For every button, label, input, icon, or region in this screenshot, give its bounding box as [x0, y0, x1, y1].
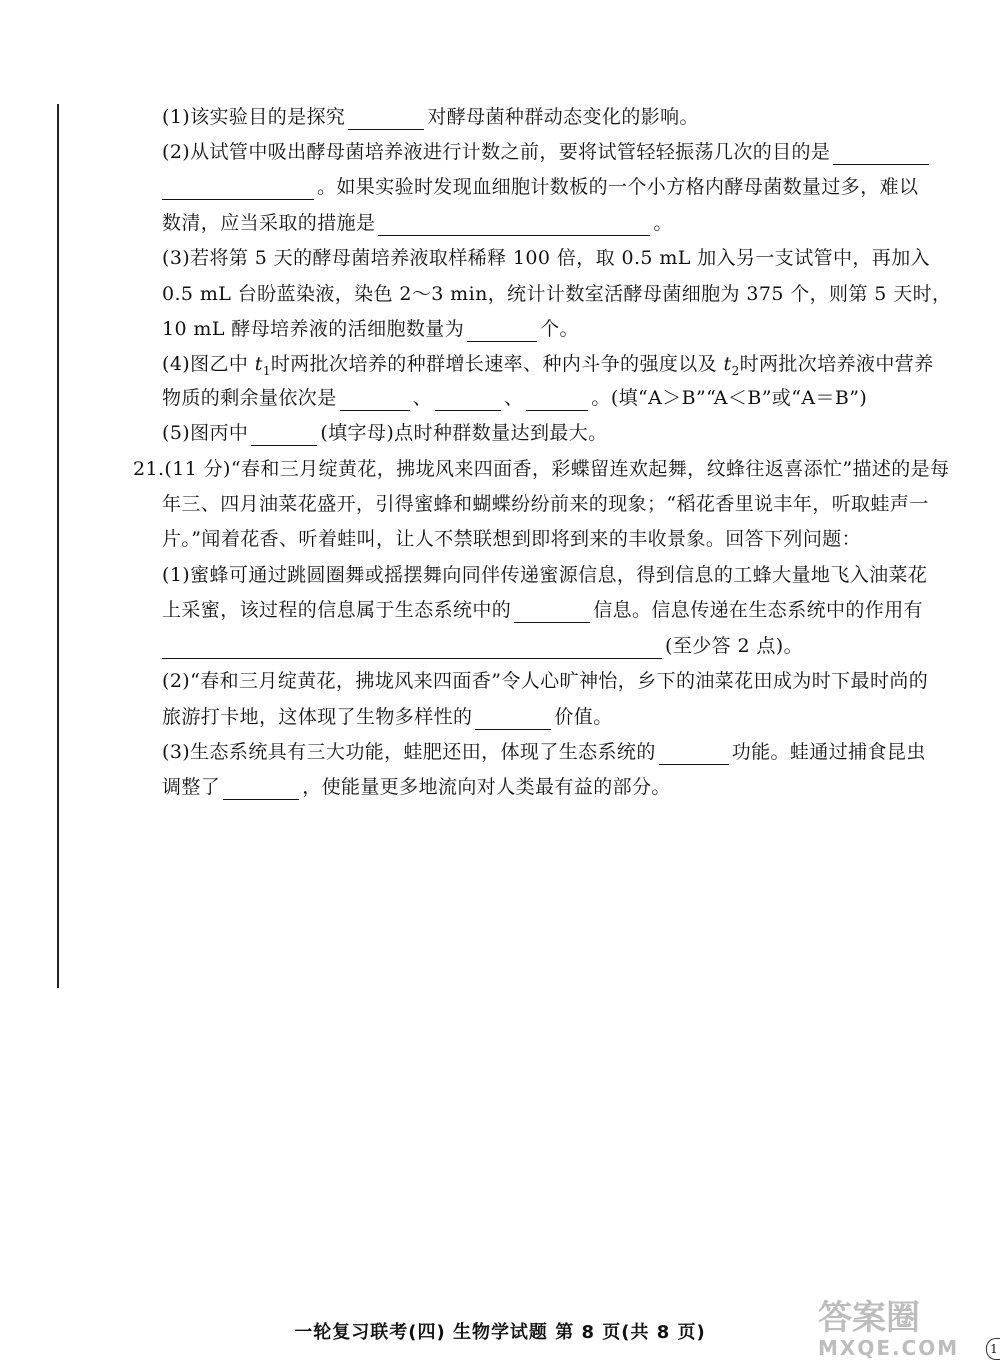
q21-part1-text-cont: 上采蜜，该过程的信息属于生态系统中的	[162, 599, 512, 621]
q21-intro-line2	[162, 491, 929, 517]
watermark-logo	[818, 1300, 978, 1360]
q20-part3-text-end: 个。	[540, 318, 579, 340]
answer-blank[interactable]	[251, 425, 317, 446]
answer-blank[interactable]	[435, 390, 501, 411]
q21-part2-line2	[162, 704, 613, 730]
answer-blank[interactable]	[467, 321, 537, 342]
q21-intro-line1	[133, 456, 950, 482]
q21-intro-text: 21.(11 分)“春和三月绽黄花，拂垅风来四面香，彩蝶留连欢起舞，纹蜂往返喜添忙”描述的是每	[133, 458, 950, 480]
q20-part1	[162, 104, 699, 130]
q21-part3-line1	[162, 739, 926, 765]
answer-blank[interactable]	[348, 109, 424, 130]
q20-part3-line3	[162, 316, 579, 342]
answer-blank[interactable]	[833, 144, 929, 165]
q21-part2-text: (2)“春和三月绽黄花，拂垅风来四面香”令人心旷神怡，乡下的油菜花田成为时下最时尚的	[162, 670, 929, 692]
answer-blank[interactable]	[162, 638, 662, 659]
q20-part2-text-cont: 。如果实验时发现血细胞计数板的一个小方格内酵母菌数量过多，难以	[317, 176, 919, 198]
q21-part3-text-cont: 功能。蛙通过捕食昆虫	[731, 741, 926, 763]
q21-intro-text-cont: 年三、四月油菜花盛开，引得蜜蜂和蝴蝶纷纷前来的现象；“稻花香里说丰年，听取蛙声一	[162, 493, 929, 515]
q20-part3-line2	[162, 281, 951, 307]
q20-part1-text: (1)该实验目的是探究	[162, 106, 346, 128]
q20-part2-text: (2)从试管中吸出酵母菌培养液进行计数之前，要将试管轻轻振荡几次的目的是	[162, 141, 831, 163]
q20-part1-text-end: 对酵母菌种群动态变化的影响。	[427, 106, 699, 128]
q21-part2-text-cont: 旅游打卡地，这体现了生物多样性的	[162, 706, 473, 728]
q20-part3-text-volume: 10 mL 酵母培养液的活细胞数量为	[162, 318, 465, 340]
q21-part1-line2	[162, 597, 923, 623]
left-margin-rule	[57, 104, 59, 988]
q21-part3-text-adjust: 调整了	[162, 776, 221, 798]
q20-part4-line1	[162, 351, 934, 384]
q21-part3-text-end: ，使能量更多地流向对人类最有益的部分。	[302, 776, 671, 798]
q20-part2-line2	[162, 174, 918, 200]
answer-blank[interactable]	[340, 390, 410, 411]
q20-part2-text-measure: 数清，应当采取的措施是	[162, 212, 376, 234]
q20-part4-text-mid: 时两批次培养的种群增长速率、种内斗争的强度以及	[270, 353, 724, 375]
t2-subscript: 2	[731, 363, 740, 378]
q21-part1-text-role: 信息。信息传递在生态系统中的作用有	[593, 599, 924, 621]
q20-part4-line2	[162, 385, 867, 411]
t2-symbol: t	[723, 353, 732, 375]
separator: 、	[504, 387, 524, 409]
q21-part1-text: (1)蜜蜂可通过跳圆圈舞或摇摆舞向同伴传递蜜源信息，得到信息的工蜂大量地飞入油菜花	[162, 564, 928, 586]
page-edge-mark: 1	[986, 1338, 1000, 1360]
answer-blank[interactable]	[526, 390, 588, 411]
q21-part3-line2	[162, 774, 671, 800]
q21-part1-line3	[162, 633, 803, 659]
q20-part2-text-end: 。	[653, 212, 673, 234]
t1-subscript: 1	[262, 363, 271, 378]
q20-part4-text-order: 物质的剩余量依次是	[162, 387, 337, 409]
watermark-bottom-text: MXQE.COM	[818, 1336, 960, 1360]
separator: 、	[412, 387, 433, 409]
answer-blank[interactable]	[162, 179, 314, 200]
watermark-top-text: 答案圈	[818, 1298, 920, 1338]
answer-blank[interactable]	[223, 779, 299, 800]
page-footer: 一轮复习联考(四) 生物学试题 第 8 页(共 8 页)	[294, 1322, 706, 1343]
q20-part3-text-cont: 0.5 mL 台盼蓝染液，染色 2～3 min，统计计数室活酵母菌细胞为 375 个，则第 5 天时，	[162, 283, 952, 305]
q20-part4-fill-hint: 。(填“A＞B”“A＜B”或“A＝B”)	[591, 387, 868, 409]
answer-blank[interactable]	[378, 215, 650, 236]
q20-part3-line1	[162, 245, 930, 271]
q20-part5-text: (5)图丙中	[162, 422, 249, 444]
q21-part1-text-end: (至少答 2 点)。	[665, 635, 803, 657]
q21-part1-line1	[162, 562, 927, 588]
q21-intro-text-end: 片。”闻着花香、听着蛙叫，让人不禁联想到即将到来的丰收景象。回答下列问题：	[162, 528, 862, 550]
q20-part3-text: (3)若将第 5 天的酵母菌培养液取样稀释 100 倍，取 0.5 mL 加入另一支试管中，再加入	[162, 247, 930, 269]
answer-blank[interactable]	[659, 744, 729, 765]
t1-symbol: t	[254, 353, 263, 375]
q20-part2-line1	[162, 139, 932, 165]
q20-part4-text: (4)图乙中	[162, 353, 255, 375]
q21-intro-line3	[162, 526, 861, 552]
q20-part5	[162, 420, 608, 446]
q21-part3-text: (3)生态系统具有三大功能，蛙肥还田，体现了生态系统的	[162, 741, 656, 763]
q20-part2-line3	[162, 210, 673, 236]
q21-part2-line1	[162, 668, 928, 694]
q21-part2-text-end: 价值。	[554, 706, 613, 728]
answer-blank[interactable]	[514, 602, 590, 623]
q20-part4-text-end: 时两批次培养液中营养	[739, 353, 934, 375]
q20-part5-text-end: (填字母)点时种群数量达到最大。	[320, 422, 608, 444]
answer-blank[interactable]	[475, 709, 551, 730]
